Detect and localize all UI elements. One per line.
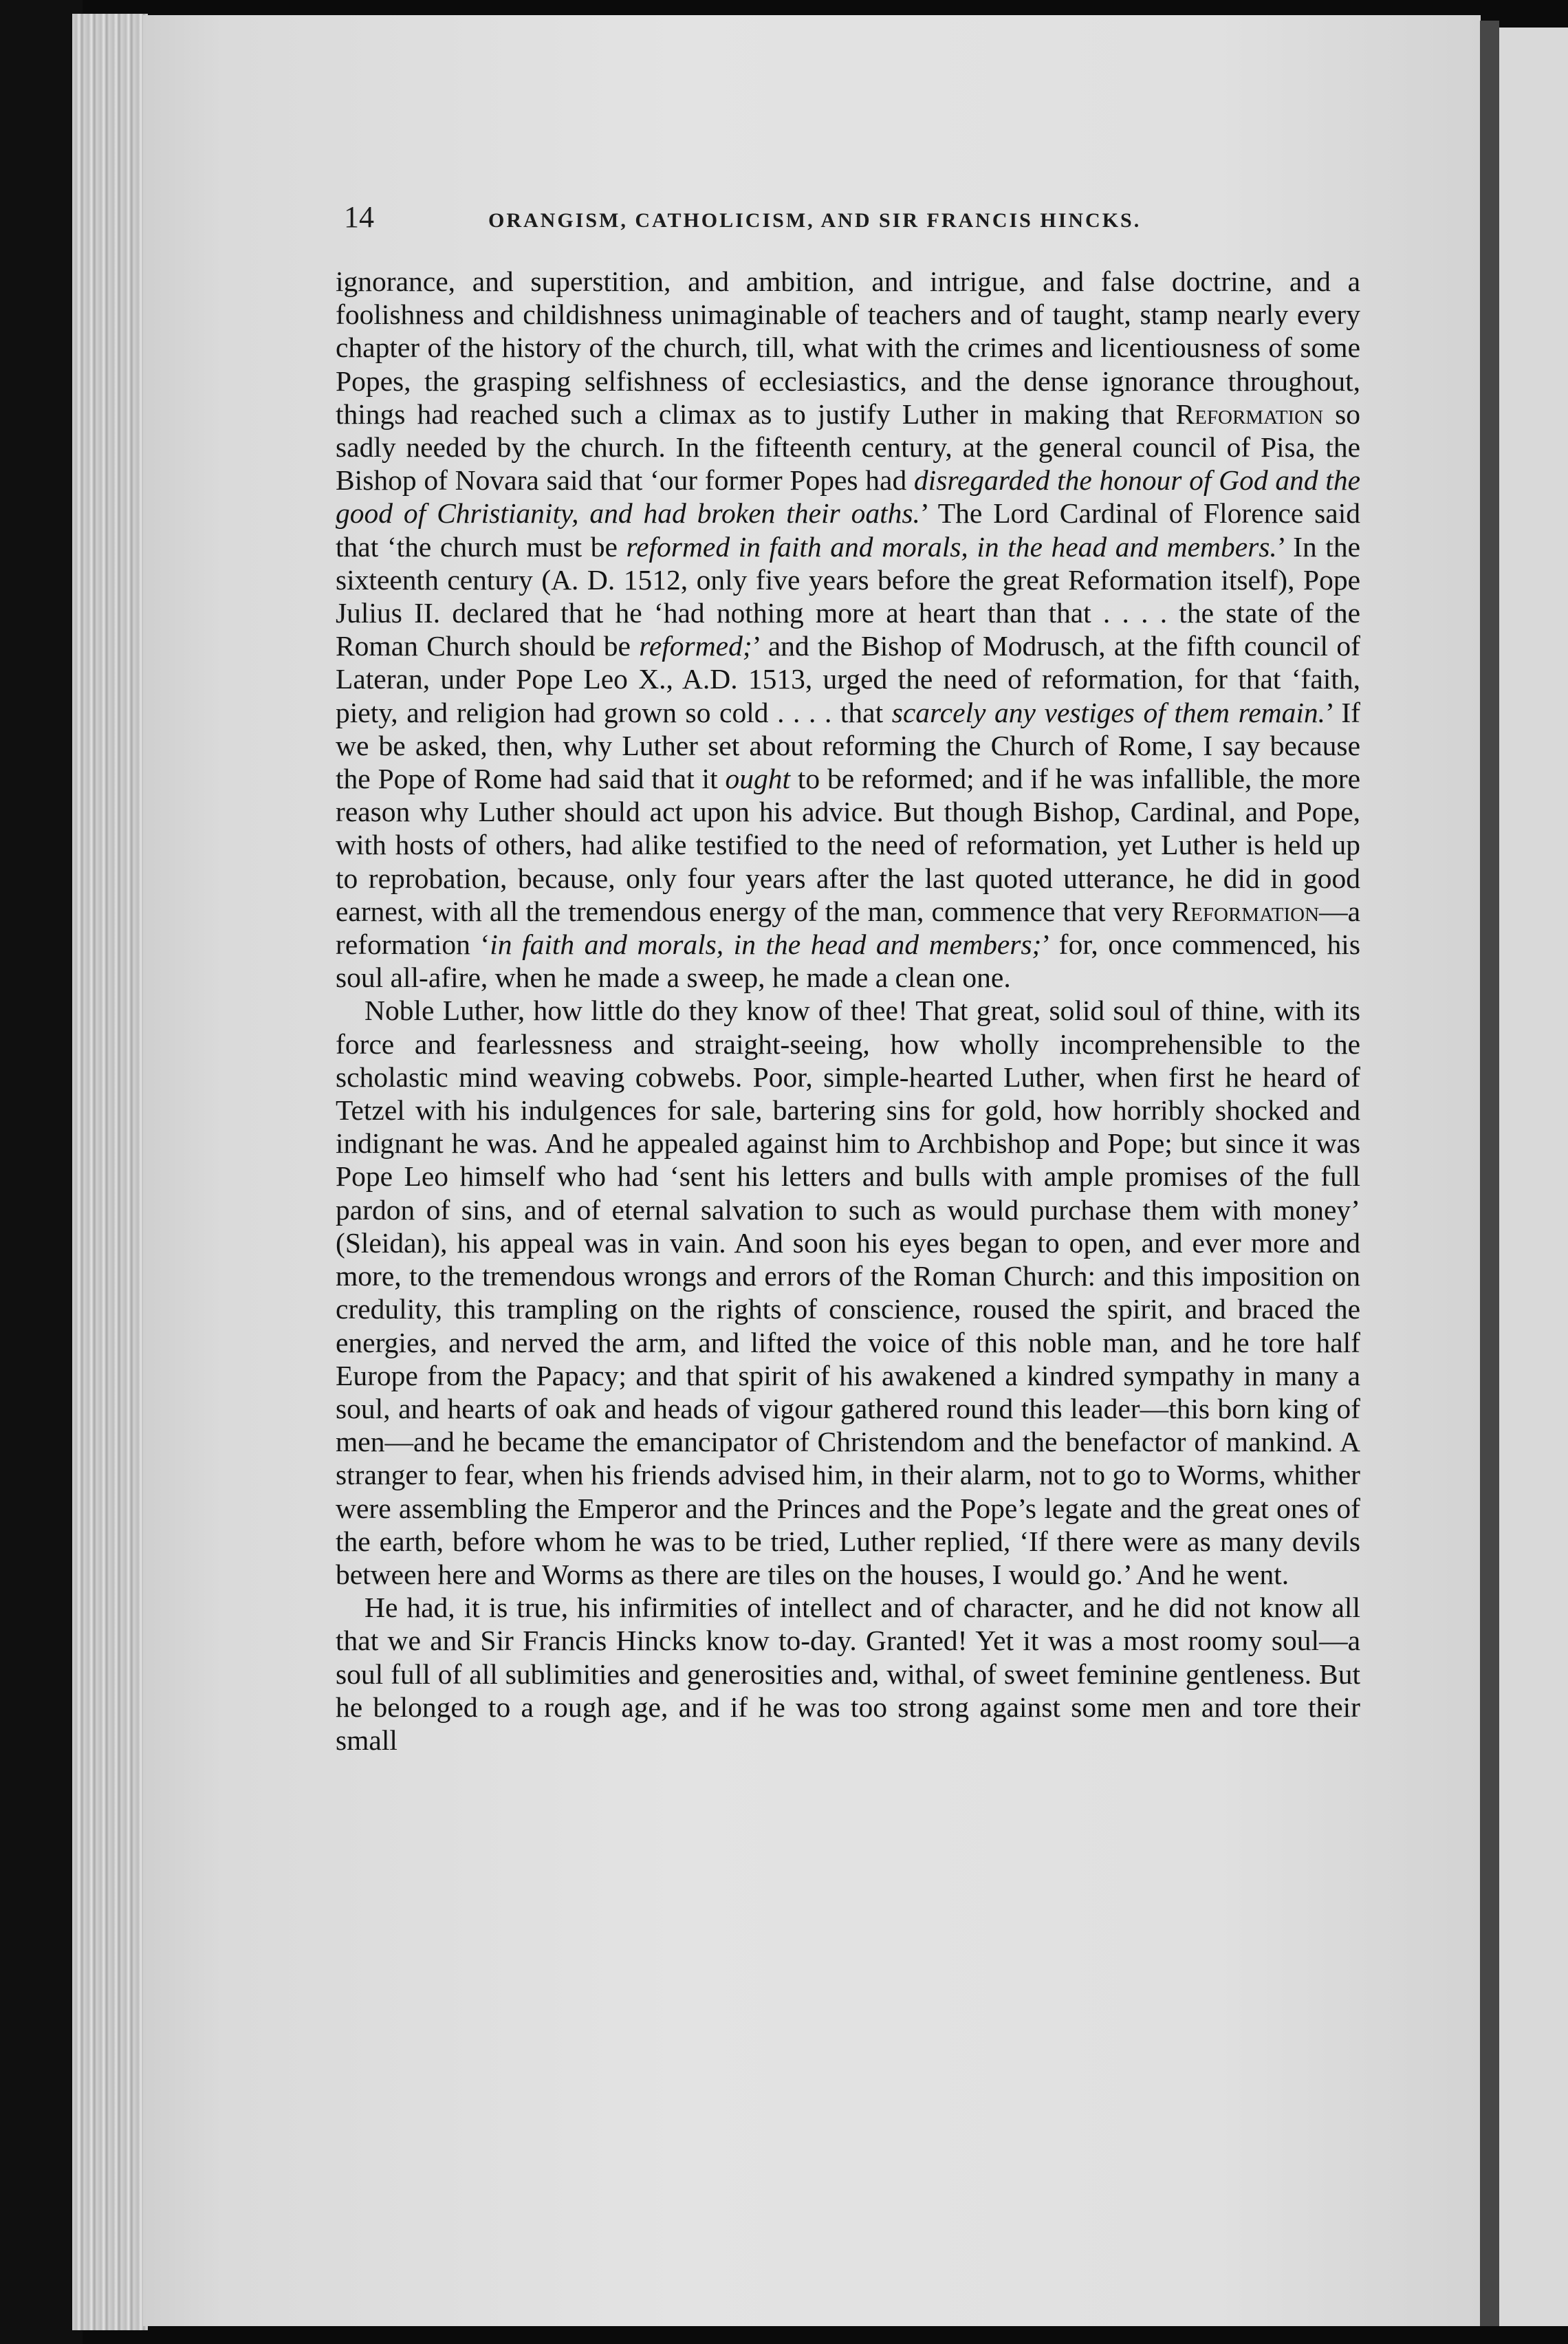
small-caps-run: Reformation	[1171, 895, 1320, 927]
italic-run: in faith and morals, in the head and members;	[490, 929, 1042, 961]
scan-border	[0, 0, 83, 2344]
text-run: ignorance, and superstition, and ambition, and intrigue, and false doctrine, and a foolishness and childishness unimaginable of teachers and of taught, stamp nearly every chapter of the history of the church, till, what with the crimes and licentiousness of some Popes, the grasping selfishness of ecclesiastics, and the dense ignorance throughout, things had reached such a climax as to justify Luther in making that	[336, 265, 1360, 430]
facing-page-edge	[1499, 28, 1568, 2326]
text-run: He had, it is true, his infirmities of intellect and of character, and he did not know all that we and Sir Francis Hincks know to-day. Granted! Yet it was a most roomy soul—a soul full of all sublimities and generosities and, withal, of sweet feminine gentleness. But he belonged to a rough age, and if he was too strong against some men and tore their small	[336, 1592, 1360, 1756]
paragraph	[336, 265, 1360, 994]
text-run: —a reformation ‘	[336, 895, 1360, 961]
running-title: ORANGISM, CATHOLICISM, AND SIR FRANCIS HINCKS.	[488, 209, 1142, 232]
text-run: ’ for, once commenced, his soul all-afire, when he made a sweep, he made a clean one.	[336, 929, 1360, 994]
italic-run: reformed in faith and morals, in the head and members.	[626, 530, 1277, 563]
italic-run: disregarded the honour of God and the good of Christianity, and had broken their oaths.	[336, 464, 1360, 530]
text-run: ’ The Lord Cardinal of Florence said that ‘the church must be	[336, 497, 1361, 563]
book-page-edges	[72, 14, 148, 2330]
text-run: ’ If we be asked, then, why Luther set about reforming the Church of Rome, I say because the Pope of Rome had said that it	[336, 696, 1360, 795]
small-caps-run: Reformation	[1175, 398, 1324, 430]
paragraph	[336, 994, 1360, 1591]
book-gutter	[1480, 21, 1499, 2326]
italic-run: scarcely any vestiges of them remain.	[891, 696, 1326, 728]
page-number: 14	[344, 200, 374, 234]
italic-run: ought	[725, 763, 791, 795]
italic-run: reformed;	[639, 630, 752, 662]
text-run: Noble Luther, how little do they know of thee! That great, solid soul of thine, with its force and fearlessness and straight-seeing, how wholly incomprehensible to the scholastic mind weaving cobwebs. Poor, simple-hearted Luther, when first he heard of Tetzel with his indulgences for sale, bartering sins for gold, how horribly shocked and indignant he was. And he appealed against him to Archbishop and Pope; but since it was Pope Leo himself who had ‘sent his letters and bulls with ample promises of the full pardon of sins, and of eternal salvation to such as would purchase them with money’ (Sleidan), his appeal was in vain. And soon his eyes began to open, and ever more and more, to the tremendous wrongs and errors of the Roman Church: and this imposition on credulity, this trampling on the rights of conscience, roused the spirit, and braced the energies, and nerved the arm, and lifted the voice of this noble man, and he tore half Europe from the Papacy; and that spirit of his awakened a kindred sympathy in many a soul, and hearts of oak and heads of vigour gathered round this leader—this born king of men—and he became the emancipator of Christendom and the benefactor of mankind. A stranger to fear, when his friends advised him, in their alarm, not to go to Worms, whither were assembling the Emperor and the Princes and the Pope’s legate and the great ones of the earth, before whom he was to be tried, Luther replied, ‘If there were as many devils between here and Worms as there are tiles on the houses, I would go.’ And he went.	[336, 995, 1360, 1590]
paragraph	[336, 1591, 1360, 1757]
text-run: ’ and the Bishop of Modrusch, at the fifth council of Lateran, under Pope Leo X., A.D. 1513, urged the need of reformation, for that ‘faith, piety, and religion had grown so cold . . . . that	[336, 630, 1360, 728]
text-run: ’ In the sixteenth century (A. D. 1512, only five years before the great Reformation itself), Pope Julius II. declared that he ‘had nothing more at heart than that . . . . the state of the Roman Church should be	[336, 530, 1361, 662]
body-text	[336, 265, 1360, 1757]
text-run: so sadly needed by the church. In the fifteenth century, at the general council of Pisa, the Bishop of Novara said that ‘our former Popes had	[336, 398, 1360, 497]
running-head	[344, 199, 1375, 248]
text-run: to be reformed; and if he was infallible, the more reason why Luther should act upon his advice. But though Bishop, Cardinal, and Pope, with hosts of others, had alike testified to the need of reformation, yet Luther is held up to reprobation, because, only four years after the last quoted utterance, he did in good earnest, with all the tremendous energy of the man, commence that very	[336, 763, 1360, 927]
